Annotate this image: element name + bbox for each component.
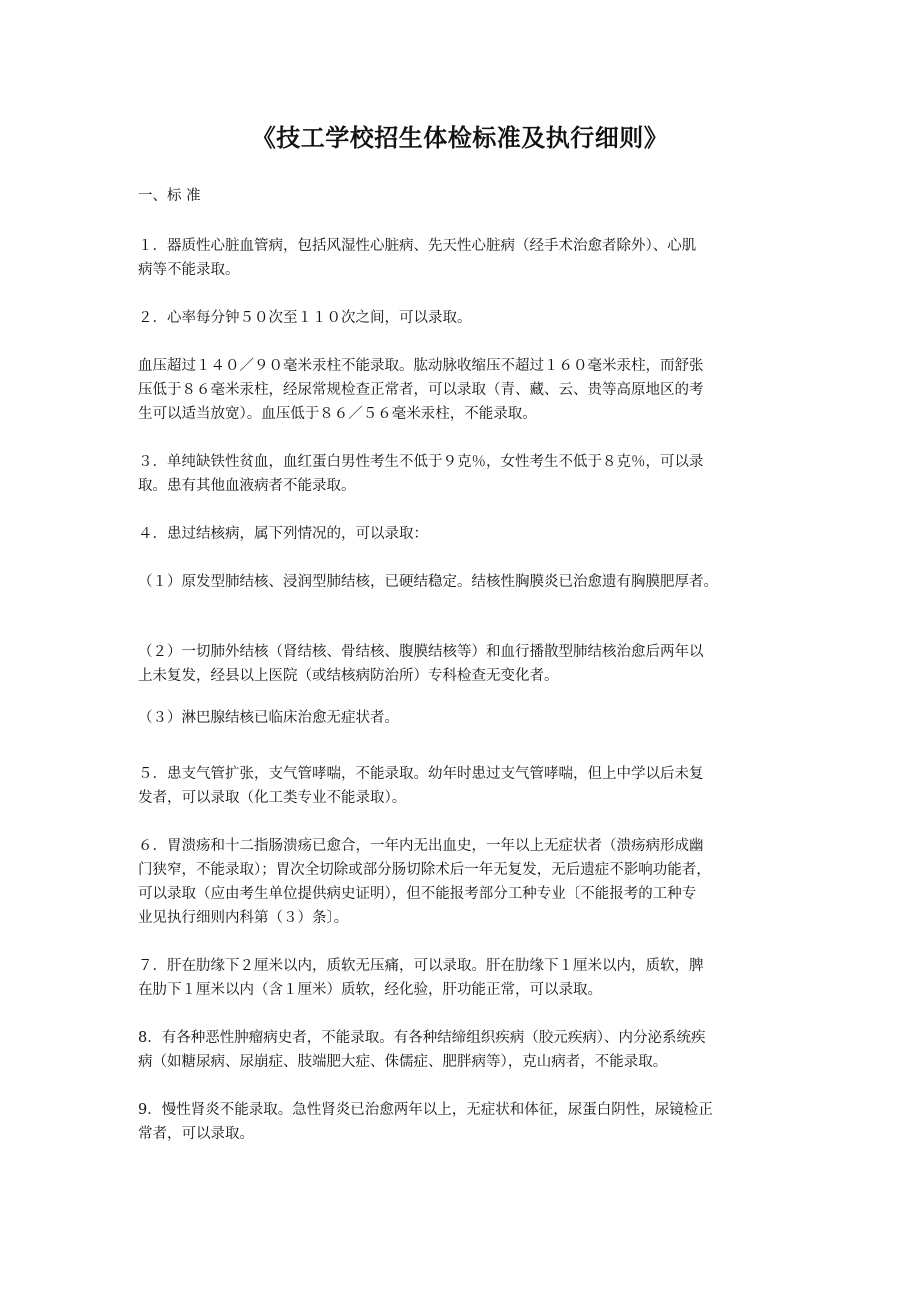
paragraph-line: 8．有各种恶性肿瘤病史者，不能录取。有各种结缔组织疾病（胶元疾病）、内分泌系统疾 (138, 1030, 706, 1046)
paragraph (138, 306, 798, 330)
paragraph-line: 9．慢性肾炎不能录取。急性肾炎已治愈两年以上，无症状和体征，尿蛋白阴性，尿镜检正 (138, 1102, 713, 1118)
paragraph (138, 234, 798, 282)
paragraph-line: 常者，可以录取。 (138, 1126, 254, 1142)
paragraph-line: ５．患支气管扩张，支气管哮喘，不能录取。幼年时患过支气管哮喘，但上中学以后未复 (138, 766, 704, 782)
paragraph-line: 门狭窄，不能录取）；胃次全切除或部分肠切除术后一年无复发，无后遗症不影响功能者， (138, 862, 711, 878)
paragraph (138, 640, 798, 688)
paragraph-line: 生可以适当放宽）。血压低于８６／５６毫米汞柱，不能录取。 (138, 406, 537, 422)
paragraph-line: 一、标 准 (138, 188, 201, 204)
paragraph-line: ７．肝在肋缘下２厘米以内，质软无压痛，可以录取。肝在肋缘下１厘米以内，质软，脾 (138, 958, 704, 974)
paragraph-line: ２．心率每分钟５０次至１１０次之间，可以录取。 (138, 310, 472, 326)
paragraph (138, 1098, 798, 1146)
document-title: 《技工学校招生体检标准及执行细则》 (251, 123, 669, 152)
section-heading (138, 184, 798, 208)
paragraph-line: １．器质性心脏血管病，包括风湿性心脏病、先天性心脏病（经手术治愈者除外）、心肌 (138, 238, 697, 254)
paragraph (138, 706, 798, 730)
paragraph-line: ３．单纯缺铁性贫血，血红蛋白男性考生不低于９克％，女性考生不低于８克％，可以录 (138, 454, 704, 470)
paragraph-line: 可以录取（应由考生单位提供病史证明），但不能报考部分工种专业〔不能报考的工种专 (138, 886, 697, 902)
paragraph-line: ４．患过结核病，属下列情况的，可以录取： (138, 526, 428, 542)
paragraph-line: 病（如糖尿病、尿崩症、肢端肥大症、侏儒症、肥胖病等），克山病者，不能录取。 (138, 1054, 668, 1070)
paragraph (138, 1026, 798, 1074)
paragraph-line: 取。患有其他血液病者不能录取。 (138, 478, 356, 494)
paragraph-line: 血压超过１４０／９０毫米汞柱不能录取。肱动脉收缩压不超过１６０毫米汞柱，而舒张 (138, 358, 704, 374)
paragraph-line: 压低于８６毫米汞柱，经尿常规检查正常者，可以录取（青、藏、云、贵等高原地区的考 (138, 382, 704, 398)
paragraph-line: 在肋下１厘米以内（含１厘米）质软，经化验，肝功能正常，可以录取。 (138, 982, 602, 998)
paragraph-line: （１）原发型肺结核、浸润型肺结核，已硬结稳定。结核性胸膜炎已治愈遗有胸膜肥厚者。 (138, 574, 718, 590)
paragraph-line: 发者，可以录取（化工类专业不能录取）。 (138, 790, 407, 806)
paragraph (138, 954, 798, 1002)
paragraph-line: 病等不能录取。 (138, 262, 240, 278)
paragraph (138, 834, 798, 930)
paragraph-line: ６．胃溃疡和十二指肠溃疡已愈合，一年内无出血史，一年以上无症状者（溃疡病形成幽 (138, 838, 704, 854)
paragraph (138, 762, 798, 810)
paragraph-line: 上未复发，经县以上医院（或结核病防治所）专科检查无变化者。 (138, 668, 559, 684)
paragraph-line: 业见执行细则内科第（３）条〕。 (138, 910, 349, 926)
paragraph (138, 522, 798, 546)
paragraph (138, 450, 798, 498)
paragraph (138, 354, 798, 426)
paragraph-line: （２）一切肺外结核（肾结核、骨结核、腹膜结核等）和血行播散型肺结核治愈后两年以 (138, 644, 704, 660)
paragraph-line: （３）淋巴腺结核已临床治愈无症状者。 (138, 710, 399, 726)
paragraph (138, 570, 798, 594)
